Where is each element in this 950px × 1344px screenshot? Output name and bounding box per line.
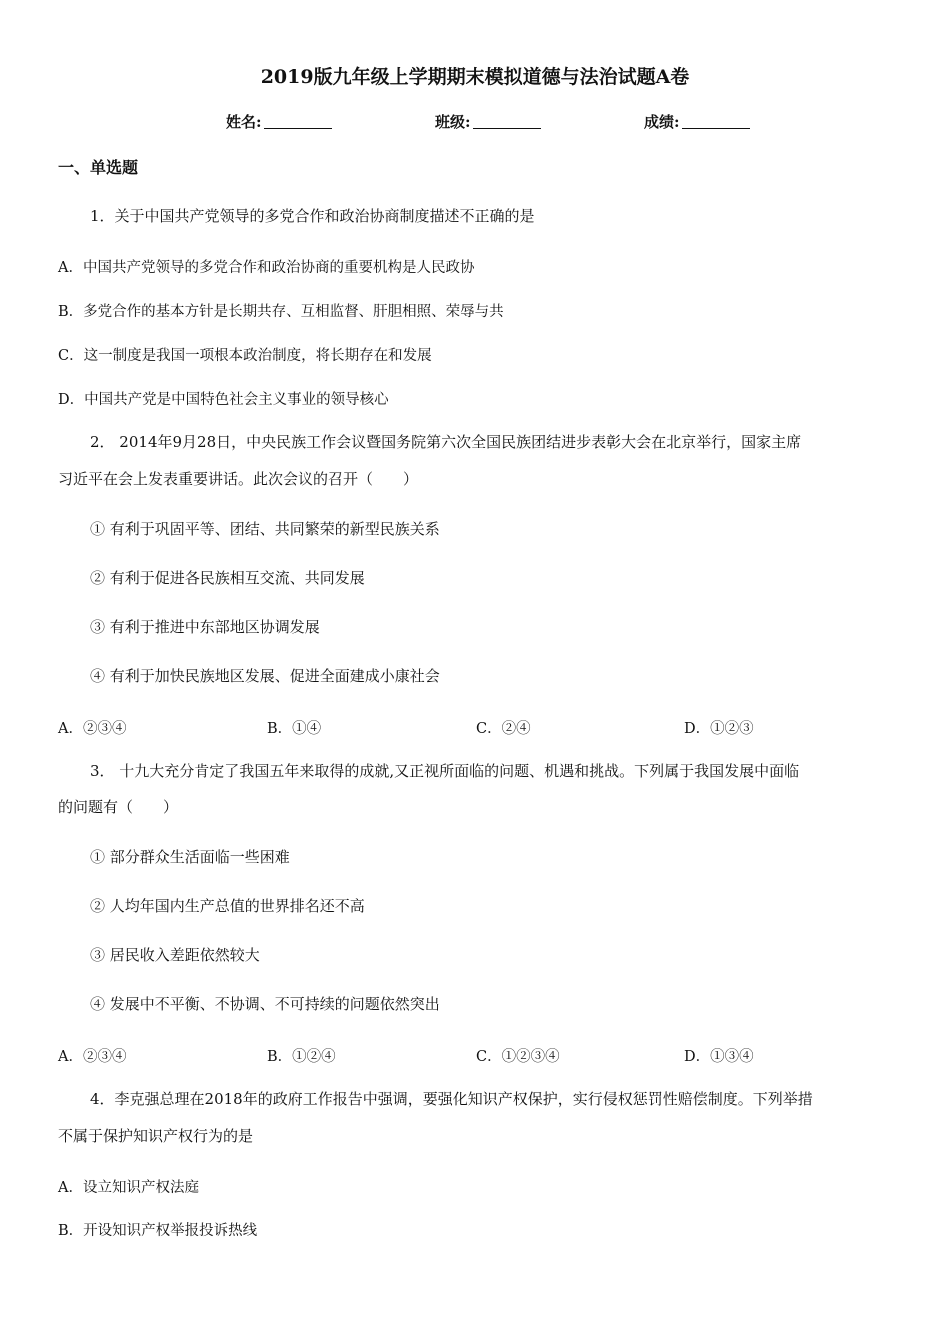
score-label: 成绩: bbox=[644, 113, 680, 131]
question-2-option-d: D．①②③ bbox=[684, 721, 754, 737]
section-heading: 一、单选题 bbox=[58, 158, 139, 177]
question-2-option-c: C．②④ bbox=[476, 721, 531, 737]
question-4-stem-line-2: 不属于保护知识产权行为的是 bbox=[58, 1127, 254, 1145]
question-3-option-c: C．①②③④ bbox=[476, 1049, 560, 1065]
class-field bbox=[435, 111, 541, 132]
question-3-stem-line-1: 3． 十九大充分肯定了我国五年来取得的成就,又正视所面临的问题、机遇和挑战。下列属于我国发展中面临 bbox=[90, 762, 800, 780]
question-2-option-a: A．②③④ bbox=[58, 721, 127, 737]
question-3-option-b: B．①②④ bbox=[267, 1049, 336, 1065]
score-field bbox=[644, 111, 750, 132]
question-2-stem-line-2: 习近平在会上发表重要讲话。此次会议的召开（ ） bbox=[58, 470, 419, 488]
question-3-statement-1: ① 部分群众生活面临一些困难 bbox=[90, 848, 290, 866]
question-4-option-a: A．设立知识产权法庭 bbox=[58, 1180, 199, 1196]
page-title: 2019版九年级上学期期末模拟道德与法治试题A卷 bbox=[260, 66, 690, 88]
question-3-option-d: D．①③④ bbox=[684, 1049, 754, 1065]
question-3-option-a: A．②③④ bbox=[58, 1049, 127, 1065]
question-1-option-b: B．多党合作的基本方针是长期共存、互相监督、肝胆相照、荣辱与共 bbox=[58, 304, 504, 320]
name-blank bbox=[264, 114, 332, 129]
question-3-statement-2: ② 人均年国内生产总值的世界排名还不高 bbox=[90, 897, 365, 915]
question-1-stem: 1．关于中国共产党领导的多党合作和政治协商制度描述不正确的是 bbox=[90, 207, 535, 225]
name-label: 姓名: bbox=[226, 113, 262, 131]
question-3-stem-line-2: 的问题有（ ） bbox=[58, 798, 179, 816]
question-3-statement-4: ④ 发展中不平衡、不协调、不可持续的问题依然突出 bbox=[90, 995, 440, 1013]
class-blank bbox=[473, 114, 541, 129]
class-label: 班级: bbox=[435, 113, 471, 131]
question-3-statement-3: ③ 居民收入差距依然较大 bbox=[90, 946, 260, 964]
question-1-option-d: D．中国共产党是中国特色社会主义事业的领导核心 bbox=[58, 392, 389, 408]
name-field bbox=[226, 111, 332, 132]
question-4-stem-line-1: 4．李克强总理在2018年的政府工作报告中强调，要强化知识产权保护，实行侵权惩罚性赔偿制度。下列举措 bbox=[90, 1090, 813, 1108]
question-2-stem-line-1: 2． 2014年9月28日，中央民族工作会议暨国务院第六次全国民族团结进步表彰大会在北京举行，国家主席 bbox=[90, 433, 802, 451]
question-2-statement-4: ④ 有利于加快民族地区发展、促进全面建成小康社会 bbox=[90, 667, 440, 685]
question-1-option-a: A．中国共产党领导的多党合作和政治协商的重要机构是人民政协 bbox=[58, 260, 475, 276]
question-4-option-b: B．开设知识产权举报投诉热线 bbox=[58, 1223, 258, 1239]
question-2-statement-1: ① 有利于巩固平等、团结、共同繁荣的新型民族关系 bbox=[90, 520, 440, 538]
question-1-option-c: C．这一制度是我国一项根本政治制度，将长期存在和发展 bbox=[58, 348, 432, 364]
question-2-option-b: B．①④ bbox=[267, 721, 322, 737]
question-2-statement-3: ③ 有利于推进中东部地区协调发展 bbox=[90, 618, 320, 636]
question-2-statement-2: ② 有利于促进各民族相互交流、共同发展 bbox=[90, 569, 365, 587]
score-blank bbox=[682, 114, 750, 129]
